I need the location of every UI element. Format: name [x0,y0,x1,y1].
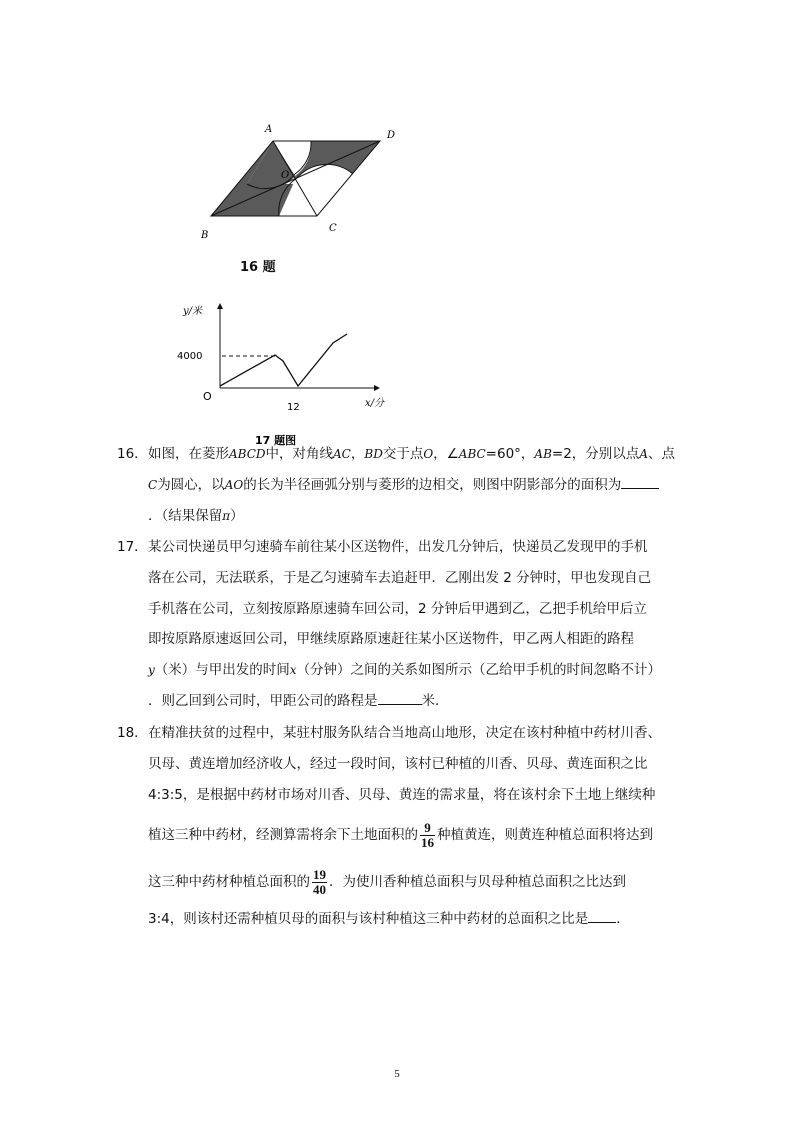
figure-16-rhombus [195,118,410,243]
fraction-numerator: 19 [313,866,326,882]
y-axis-label: y/米 [183,306,203,317]
problem-line [148,501,244,532]
math-symbol: AO [224,477,244,492]
fraction [312,868,327,897]
text-run: 米． [421,693,449,709]
text-run: 即按原路原速返回公司，甲继续原路原速赶往某小区送物件，甲乙两人相距的路程 [148,631,634,648]
text-run: ，∠ [433,446,459,462]
problem-number: 16． [117,446,148,462]
text-run: ．（结果保留 [148,507,223,524]
x-axis-label: x/分 [365,398,385,409]
fraction [420,821,435,850]
problem-line [148,749,648,780]
problem-line [148,904,630,935]
text-run: 4:3:5，是根据中药材市场对川香、贝母、黄连的需求量，将在该村余下土地上继续种 [148,786,656,803]
problem-line [148,470,659,501]
text-run: 植这三种中药材，经测算需将余下土地面积的 [148,827,418,844]
label-O: O [281,170,290,181]
figure-17-caption: 17 题图 [255,434,297,447]
text-run: ． [616,911,630,927]
problem-number: 18． [117,725,148,741]
graph-line [220,334,347,386]
page-number: 5 [394,1068,400,1080]
text-run: ．为使川香种植总面积与贝母种植总面积之比达到 [329,874,626,891]
text-run: 3:4，则该村还需种植贝母的面积与该村种植这三种中药材的总面积之比是 [148,911,589,927]
text-run: 手机落在公司，立刻按原路原速骑车回公司，2 分钟后甲遇到乙，乙把手机给甲后立 [148,600,647,617]
text-run: 中，对角线 [265,446,334,462]
fraction-numerator: 9 [420,821,435,836]
math-symbol: A [639,447,648,461]
fraction-denominator: 16 [421,834,434,850]
label-D: D [387,130,396,141]
figure-17-graph [175,298,400,447]
text-run: 交于点 [382,446,424,462]
text-run: 、点 [647,446,675,462]
text-run: （分钟）之间的关系如图所示（乙给甲手机的时间忽略不计） [296,662,662,679]
problem-line [148,780,655,811]
answer-blank[interactable] [621,474,659,489]
text-run: （米）与甲出发的时间 [154,662,290,679]
problem-line [148,655,661,686]
origin-label: O [203,390,212,403]
text-run: 为圆心，以 [157,476,225,493]
problem-line [148,439,675,470]
math-symbol: C [148,477,158,492]
y-tick-4000: 4000 [177,351,203,362]
text-run: 的长为半径画弧分别与菱形的边相交，则图中阴影部分的面积为 [243,476,622,493]
text-run: 种植黄连，则黄连种植总面积将达到 [437,827,653,844]
problem-line [148,686,449,717]
problem-18 [117,718,687,945]
text-run: 落在公司，无法联系，于是乙匀速骑车去追赶甲．乙刚出发 2 分钟时，甲也发现自己 [148,569,652,586]
text-run: ， [350,446,365,462]
problem-number: 17． [117,539,148,555]
fraction-denominator: 40 [313,881,326,897]
label-A: A [265,124,273,135]
math-symbol: x [289,663,297,678]
text-run: =2，分别以点 [551,446,640,462]
problem-line [148,867,626,898]
problem-line [148,563,651,594]
text-run: ） [230,507,244,524]
figure-16-caption: 16 题 [240,260,276,275]
math-symbol: O [423,447,434,461]
problem-line [148,718,661,749]
text-run: 如图，在菱形 [148,446,229,462]
x-tick-12: 12 [287,402,300,413]
math-symbol: AB [534,447,552,461]
math-symbol: BD [364,447,383,461]
answer-blank[interactable] [588,908,616,923]
problem-line [148,624,634,655]
problem-line [148,594,647,625]
text-run: 贝母、黄连增加经济收人，经过一段时间，该村已种植的川香、贝母、黄连面积之比 [148,755,648,772]
math-symbol: ABC [458,447,486,461]
problem-17 [117,532,687,727]
label-B: B [201,230,209,241]
text-run: 某公司快递员甲匀速骑车前往某小区送物件，出发几分钟后，快递员乙发现甲的手机 [148,539,648,555]
math-symbol: ABCD [229,447,266,461]
answer-blank[interactable] [378,690,422,705]
math-symbol: y [148,663,155,678]
problem-line [148,820,653,851]
math-symbol: AC [333,447,351,461]
problem-line [148,532,648,563]
text-run: ．则乙回到公司时，甲距公司的路程是 [148,693,378,709]
label-C: C [329,223,337,234]
text-run: =60°， [485,446,535,462]
text-run: 这三种中药材种植总面积的 [148,874,310,891]
text-run: 在精准扶贫的过程中，某驻村服务队结合当地高山地形，决定在该村种植中药材川香、 [148,725,661,741]
math-symbol: π [222,508,231,523]
problem-16 [117,439,687,541]
